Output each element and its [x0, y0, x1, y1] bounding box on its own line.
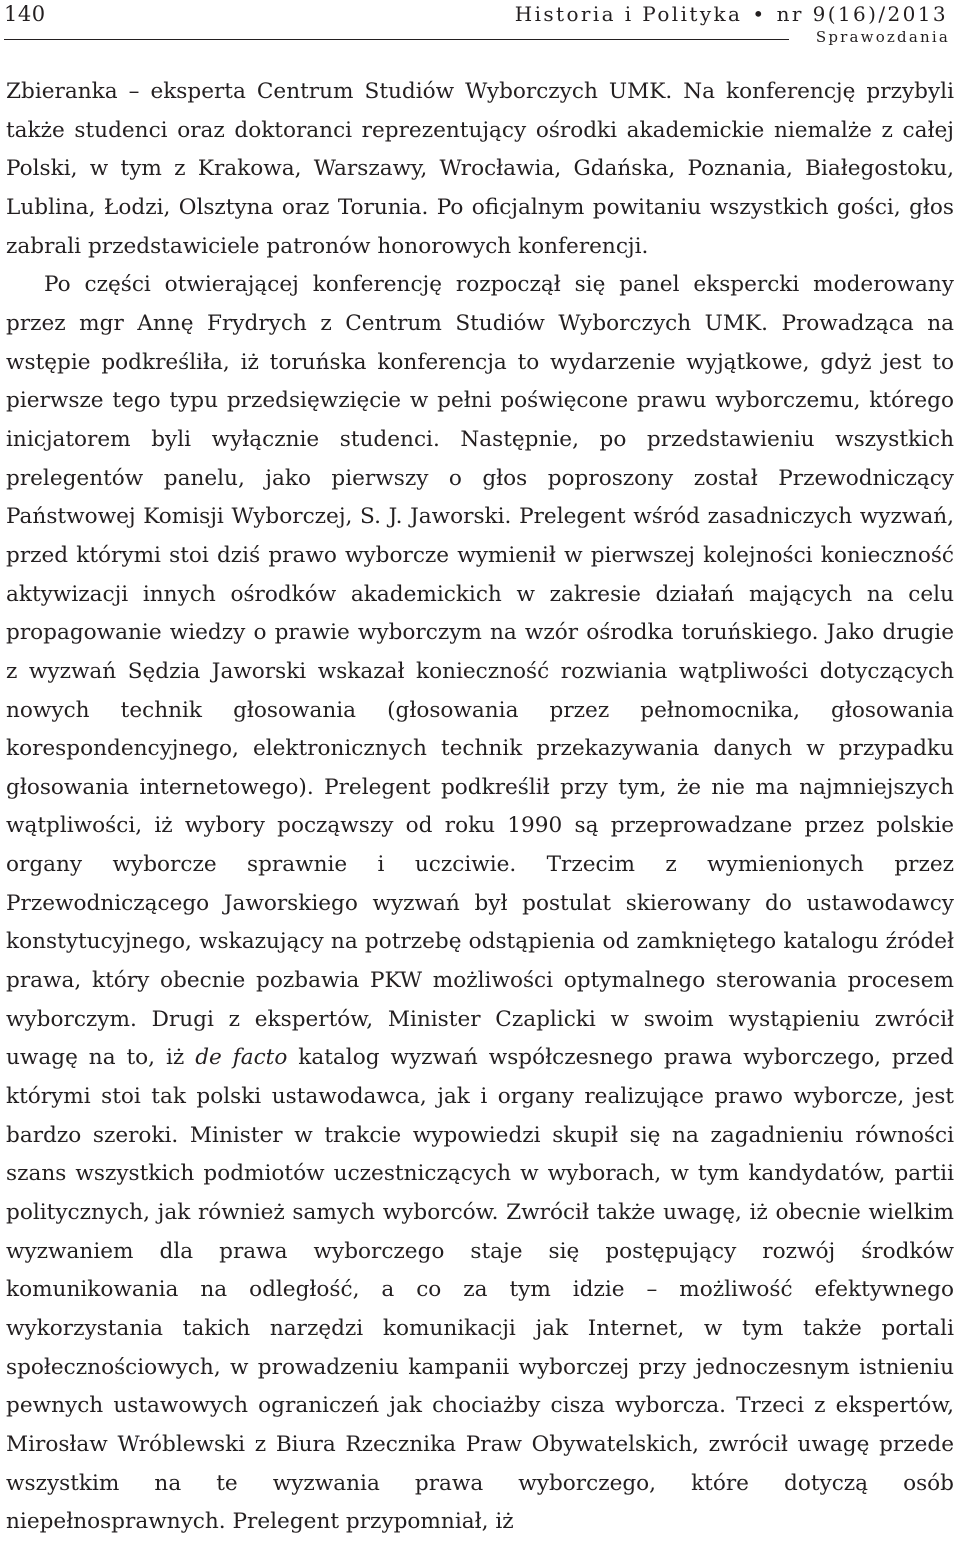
journal-title — [515, 2, 948, 26]
section-label: Sprawozdania — [815, 28, 950, 46]
page-number: 140 — [4, 2, 46, 26]
page-header — [0, 0, 960, 60]
paragraph: Zbieranka – eksperta Centrum Studiów Wyborczych UMK. Na konferencję przybyli także studenci oraz doktoranci reprezentujący ośrodki akademickie niemalże z całej Polski, w tym z Krakowa, Warszawy, Wrocławia, Gdańska, Poznania, Białegostoku, Lublina, Łodzi, Olsztyna oraz Torunia. Po oficjalnym powitaniu wszystkich gości, głos zabrali przedstawiciele patronów honorowych konferencji. — [6, 79, 954, 259]
article-body — [6, 73, 954, 1542]
issue-number: nr 9(16)/2013 — [776, 2, 948, 26]
header-rule — [4, 39, 789, 40]
bullet-separator: • — [752, 2, 767, 26]
emphasis-text: de facto — [195, 1045, 288, 1071]
journal-name: Historia i Polityka — [514, 2, 743, 26]
paragraph — [6, 266, 954, 1542]
paragraph-text: katalog wyzwań współczesnego prawa wyborczego, przed którymi stoi tak polski ustawodawca, jak i organy realizujące prawo wyborcze, jest bardzo szeroki. Minister w trakcie wypowiedzi skupił się na zagadnieniu równości szans wszystkich podmiotów uczestniczących w wyborach, w tym kandydatów, partii politycznych, jak również samych wyborców. Zwrócił także uwagę, iż obecnie wielkim wyzwaniem dla prawa wyborczego staje się postępujący rozwój środków komunikowania na odległość, a co za tym idzie – możliwość efektywnego wykorzystania takich narzędzi komunikacji jak Internet, w tym także portali społecznościowych, w prowadzeniu kampanii wyborczej przy jednoczesnym istnieniu pewnych ustawowych ograniczeń jak chociażby cisza wyborcza. Trzeci z ekspertów, Mirosław Wróblewski z Biura Rzecznika Praw Obywatelskich, zwrócił uwagę przede wszystkim na te wyzwania prawa wyborczego, które dotyczą osób niepełnosprawnych. Prelegent przypomniał, iż — [6, 1045, 954, 1535]
paragraph-text: Po części otwierającej konferencję rozpoczął się panel ekspercki moderowany przez mgr Annę Frydrych z Centrum Studiów Wyborczych UMK. Prowadząca na wstępie podkreśliła, iż toruńska konferencja to wydarzenie wyjątkowe, gdyż jest to pierwsze tego typu przedsięwzięcie w pełni poświęcone prawu wyborczemu, którego inicjatorem byli wyłącznie studenci. Następnie, po przedstawieniu wszystkich prelegentów panelu, jako pierwszy o głos poproszony został Przewodniczący Państwowej Komisji Wyborczej, S. J. Jaworski. Prelegent wśród zasadniczych wyzwań, przed którymi stoi dziś prawo wyborcze wymienił w pierwszej kolejności konieczność aktywizacji innych ośrodków akademickich w zakresie działań mających na celu propagowanie wiedzy o prawie wyborczym na wzór ośrodka toruńskiego. Jako drugie z wyzwań Sędzia Jaworski wskazał konieczność rozwiania wątpliwości dotyczących nowych technik głosowania (głosowania przez pełnomocnika, głosowania korespondencyjnego, elektronicznych technik przekazywania danych w przypadku głosowania internetowego). Prelegent podkreślił przy tym, że nie ma najmniejszych wątpliwości, iż wybory począwszy od roku 1990 są przeprowadzane przez polskie organy wyborcze sprawnie i uczciwie. Trzecim z wymienionych przez Przewodniczącego Jaworskiego wyzwań był postulat skierowany do ustawodawcy konstytucyjnego, wskazujący na potrzebę odstąpienia od zamkniętego katalogu źródeł prawa, który obecnie pozbawia PKW możliwości optymalnego sterowania procesem wyborczym. Drugi z ekspertów, Minister Czaplicki w swoim wystąpieniu zwrócił uwagę na to, iż — [6, 272, 954, 1071]
